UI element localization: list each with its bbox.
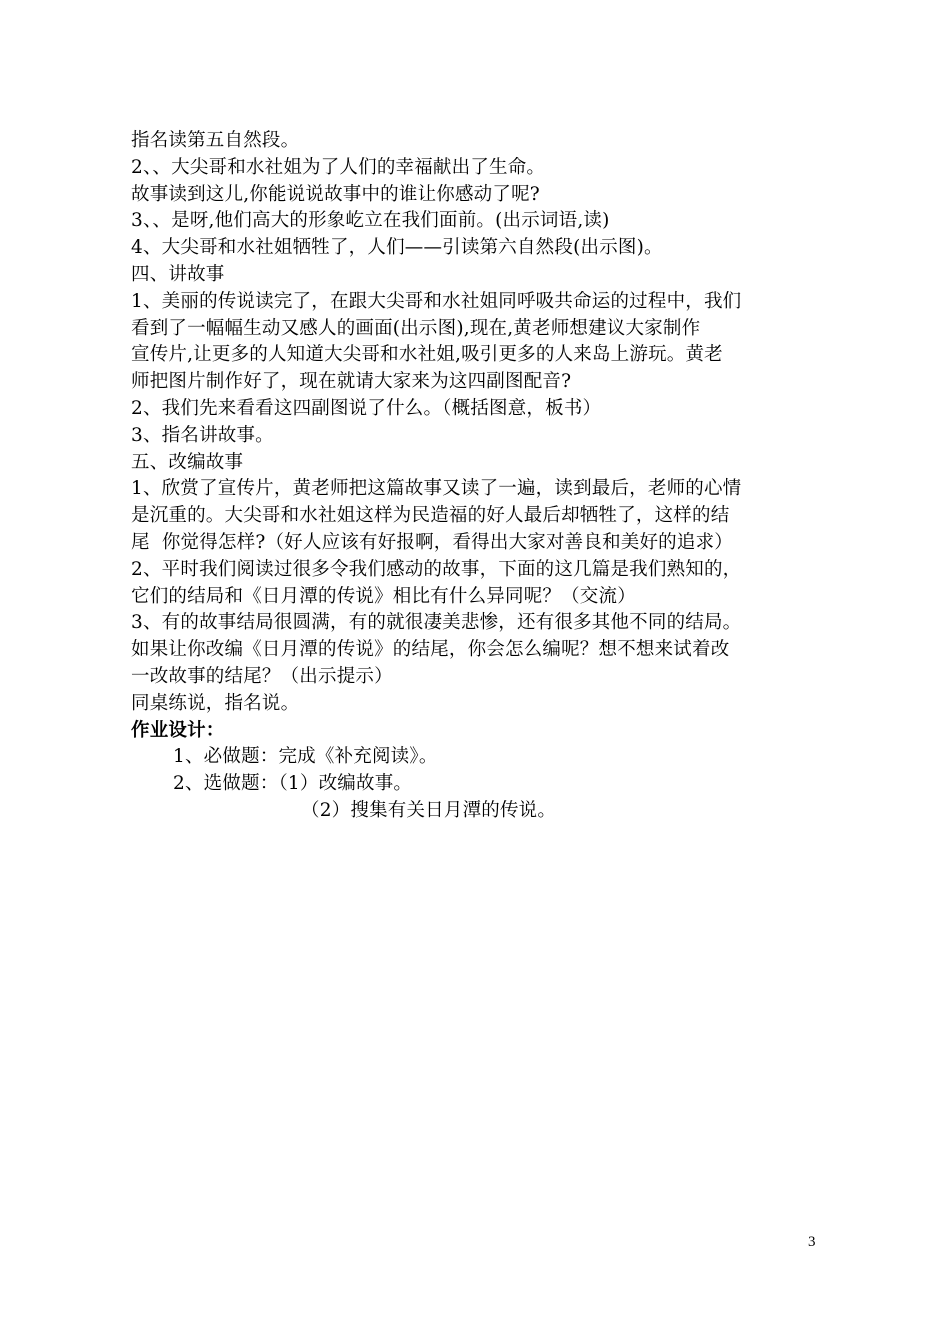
text-line: 是沉重的。大尖哥和水社姐这样为民造福的好人最后却牺牲了，这样的结 [131,505,730,527]
text-line: 指名读第五自然段。 [131,130,300,151]
text-line: 故事读到这儿,你能说说故事中的谁让你感动了呢? [131,183,540,205]
text-line: 看到了一幅幅生动又感人的画面(出示图),现在,黄老师想建议大家制作 [131,317,701,339]
text-line: 同桌练说，指名说。 [131,692,300,714]
homework-heading: 作业设计： [131,719,225,741]
text-line: 2、、大尖哥和水社姐为了人们的幸福献出了生命。 [131,156,546,178]
homework-item: （2）搜集有关日月潭的传说。 [301,799,557,821]
homework-item: 2、选做题：（1）改编故事。 [173,773,413,795]
page-number: 3 [808,1234,816,1250]
text-line: 它们的结局和《日月潭的传说》相比有什么异同呢？（交流） [131,585,636,607]
section-heading: 五、改编故事 [131,451,244,473]
text-line: 尾 你觉得怎样?（好人应该有好报啊，看得出大家对善良和美好的追求） [131,531,733,553]
text-line: 2、我们先来看看这四副图说了什么。（概括图意，板书） [131,397,602,419]
text-line: 一改故事的结尾？（出示提示） [131,665,393,687]
text-line: 2、平时我们阅读过很多令我们感动的故事，下面的这几篇是我们熟知的， [131,558,742,580]
section-heading: 四、讲故事 [131,263,225,285]
homework-item: 1、必做题：完成《补充阅读》。 [173,746,438,768]
text-line: 3、有的故事结局很圆满，有的就很凄美悲惨，还有很多其他不同的结局。 [131,612,742,634]
text-line: 3、指名讲故事。 [131,424,274,446]
text-line: 4、大尖哥和水社姐牺牲了，人们——引读第六自然段(出示图)。 [131,237,663,259]
text-line: 如果让你改编《日月潭的传说》的结尾，你会怎么编呢？想不想来试着改 [131,639,730,661]
document-body [131,128,831,825]
text-line: 3、、是呀,他们高大的形象屹立在我们面前。(出示词语,读) [131,210,610,232]
text-line: 1、欣赏了宣传片，黄老师把这篇故事又读了一遍，读到最后，老师的心情 [131,478,742,500]
text-line: 宣传片,让更多的人知道大尖哥和水社姐,吸引更多的人来岛上游玩。黄老 [131,344,723,366]
text-line: 师把图片制作好了，现在就请大家来为这四副图配音? [131,371,572,393]
text-line: 1、美丽的传说读完了，在跟大尖哥和水社姐同呼吸共命运的过程中，我们 [131,290,742,312]
